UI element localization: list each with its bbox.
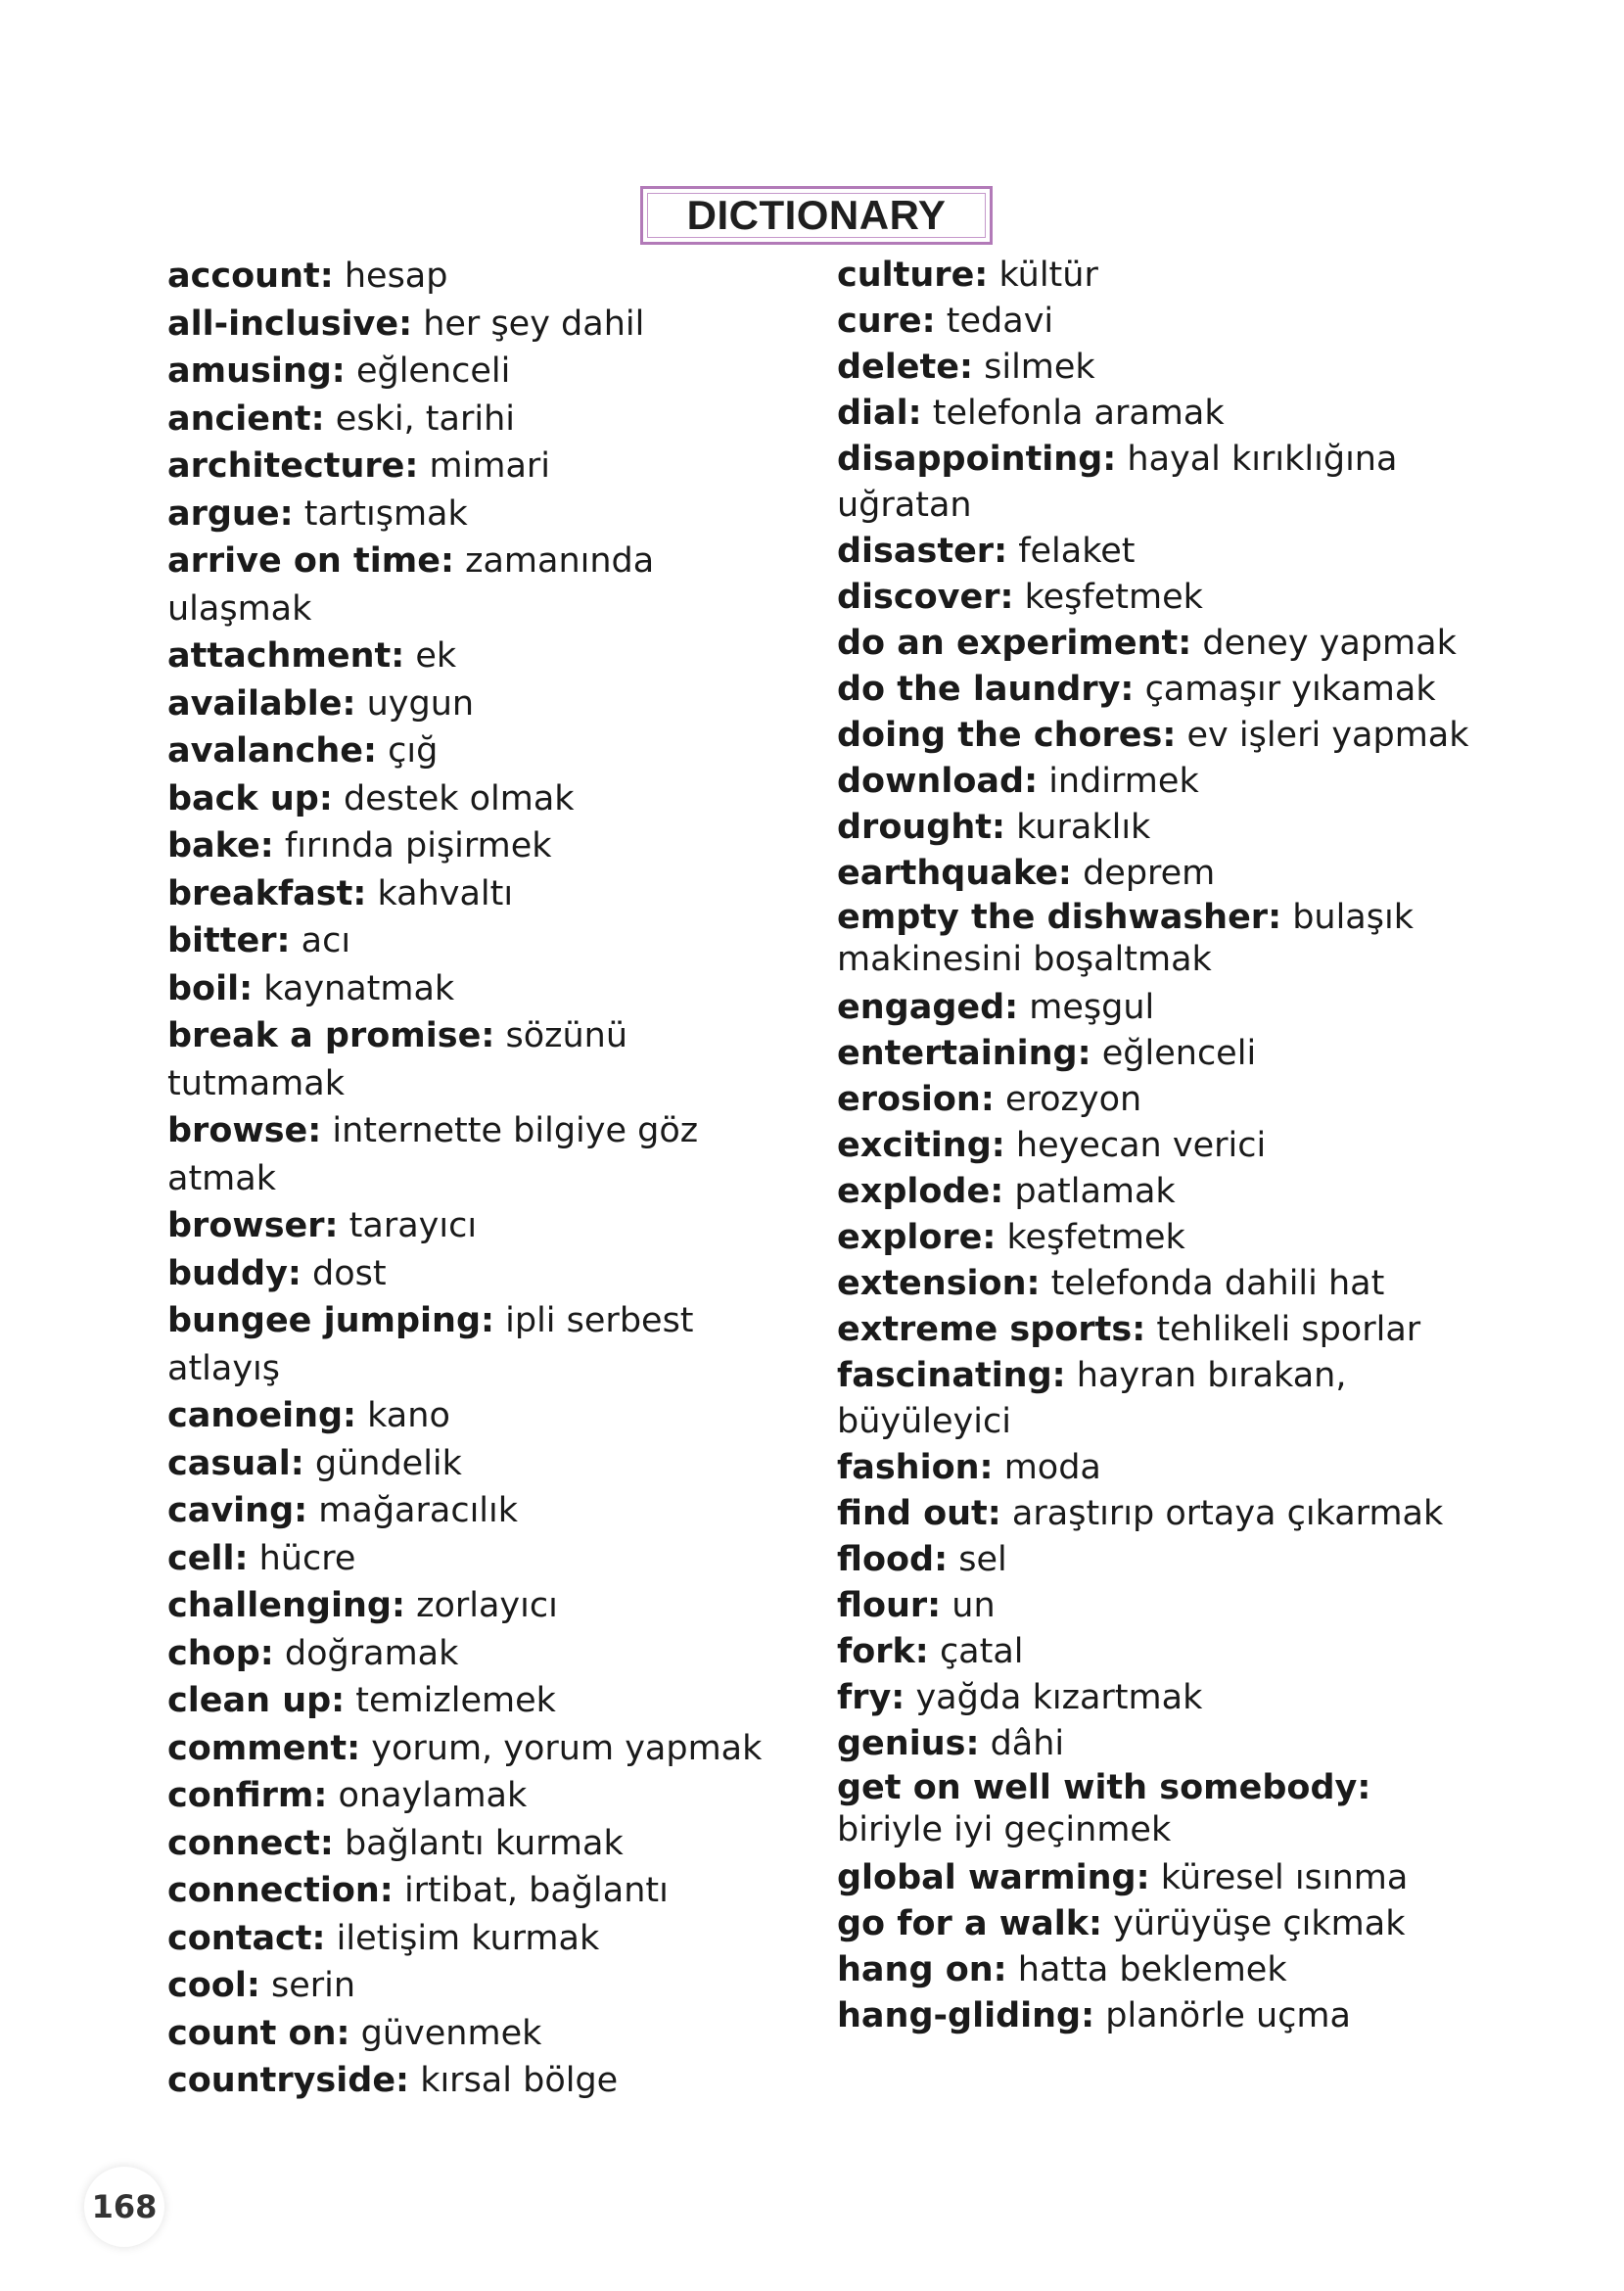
entry-term: extreme sports: bbox=[837, 1310, 1146, 1349]
entry-term: delete: bbox=[837, 348, 973, 387]
dictionary-entry bbox=[167, 1535, 804, 1583]
entry-term: global warming: bbox=[837, 1858, 1150, 1897]
entry-term: flour: bbox=[837, 1586, 942, 1625]
entry-definition: fırında pişirmek bbox=[273, 826, 552, 865]
entry-term: find out: bbox=[837, 1494, 1001, 1533]
dictionary-entry bbox=[167, 965, 804, 1013]
entry-term: canoeing: bbox=[167, 1396, 357, 1435]
dictionary-entry bbox=[167, 822, 804, 870]
entry-term: fashion: bbox=[837, 1448, 994, 1487]
entry-definition: çatal bbox=[928, 1632, 1024, 1671]
dictionary-title-inner bbox=[647, 193, 986, 238]
entry-definition: tarayıcı bbox=[338, 1206, 478, 1245]
dictionary-entry bbox=[167, 1725, 804, 1773]
entry-term: comment: bbox=[167, 1728, 361, 1768]
dictionary-entry bbox=[837, 345, 1483, 391]
entry-definition: mimari bbox=[418, 446, 551, 486]
entry-definition: hayal kırıklığına uğratan bbox=[837, 440, 1398, 525]
entry-definition: ek bbox=[404, 636, 457, 676]
entry-definition: deney yapmak bbox=[1191, 624, 1457, 663]
dictionary-entry bbox=[837, 985, 1483, 1031]
entry-definition: sözünü tutmamak bbox=[167, 1016, 628, 1103]
entry-definition: eğlenceli bbox=[1090, 1034, 1257, 1073]
dictionary-entry bbox=[167, 1297, 804, 1392]
dictionary-entry bbox=[167, 870, 804, 918]
entry-definition: tedavi bbox=[935, 302, 1054, 341]
left-column bbox=[167, 253, 804, 2105]
dictionary-entry bbox=[837, 1031, 1483, 1077]
entry-term: download: bbox=[837, 762, 1039, 801]
entry-definition: meşgul bbox=[1018, 988, 1155, 1027]
dictionary-entry bbox=[837, 1629, 1483, 1675]
page-number: 168 bbox=[91, 2188, 158, 2225]
page-title: DICTIONARY bbox=[686, 192, 947, 238]
entry-term: culture: bbox=[837, 256, 989, 295]
entry-term: cool: bbox=[167, 1966, 260, 2005]
dictionary-entry bbox=[837, 1215, 1483, 1261]
entry-term: erosion: bbox=[837, 1080, 995, 1119]
dictionary-entry bbox=[837, 391, 1483, 437]
dictionary-entry bbox=[167, 1630, 804, 1678]
dictionary-entry bbox=[837, 805, 1483, 851]
entry-term: hang on: bbox=[837, 1950, 1007, 1989]
entry-definition: uygun bbox=[355, 683, 475, 724]
entry-definition: telefonda dahili hat bbox=[1040, 1264, 1385, 1303]
entry-definition: küresel ısınma bbox=[1149, 1858, 1409, 1897]
entry-term: breakfast: bbox=[167, 873, 367, 913]
entry-definition: serin bbox=[259, 1966, 356, 2005]
entry-definition: hesap bbox=[333, 257, 448, 296]
entry-term: countryside: bbox=[167, 2061, 410, 2100]
entry-definition: telefonla aramak bbox=[921, 394, 1225, 433]
dictionary-entry bbox=[837, 1491, 1483, 1537]
entry-definition: eğlenceli bbox=[345, 351, 511, 391]
entry-term: go for a walk: bbox=[837, 1904, 1103, 1943]
entry-definition: zamanında ulaşmak bbox=[167, 541, 655, 629]
entry-term: attachment: bbox=[167, 636, 405, 676]
entry-term: account: bbox=[167, 257, 334, 296]
entry-definition: planörle uçma bbox=[1094, 1996, 1351, 2035]
dictionary-entry bbox=[167, 443, 804, 491]
dictionary-entry bbox=[837, 897, 1483, 981]
dictionary-entry bbox=[837, 759, 1483, 805]
entry-term: chop: bbox=[167, 1633, 274, 1673]
dictionary-entry bbox=[837, 1537, 1483, 1583]
entry-definition: indirmek bbox=[1038, 762, 1199, 801]
entry-definition: çamaşır yıkamak bbox=[1134, 670, 1436, 709]
entry-definition: kahvaltı bbox=[366, 873, 514, 913]
entry-definition: destek olmak bbox=[332, 778, 575, 818]
entry-definition: deprem bbox=[1071, 854, 1216, 893]
dictionary-entry bbox=[837, 1077, 1483, 1123]
entry-term: dial: bbox=[837, 394, 922, 433]
entry-term: hang-gliding: bbox=[837, 1996, 1095, 2035]
entry-definition: bulaşık makinesini boşaltmak bbox=[837, 898, 1414, 979]
entry-definition: tehlikeli sporlar bbox=[1145, 1310, 1421, 1349]
entry-definition: moda bbox=[993, 1448, 1101, 1487]
entry-term: disaster: bbox=[837, 532, 1008, 571]
entry-term: connection: bbox=[167, 1871, 394, 1910]
entry-definition: onaylamak bbox=[327, 1776, 528, 1815]
dictionary-entry bbox=[837, 1947, 1483, 1993]
entry-definition: yürüyüşe çıkmak bbox=[1102, 1904, 1406, 1943]
dictionary-entry bbox=[837, 1675, 1483, 1721]
dictionary-entry bbox=[167, 1440, 804, 1488]
entry-term: exciting: bbox=[837, 1126, 1005, 1165]
entry-definition: keşfetmek bbox=[1013, 578, 1203, 617]
entry-term: fry: bbox=[837, 1678, 905, 1717]
entry-term: all-inclusive: bbox=[167, 304, 413, 344]
dictionary-entry bbox=[837, 1993, 1483, 2039]
entry-term: count on: bbox=[167, 2013, 350, 2053]
dictionary-entry bbox=[837, 1855, 1483, 1901]
entry-definition: güvenmek bbox=[349, 2013, 542, 2053]
dictionary-entry bbox=[167, 2010, 804, 2058]
entry-term: disappointing: bbox=[837, 440, 1117, 479]
entry-term: do an experiment: bbox=[837, 624, 1192, 663]
entry-term: break a promise: bbox=[167, 1016, 495, 1055]
dictionary-entry bbox=[837, 253, 1483, 299]
entry-term: engaged: bbox=[837, 988, 1019, 1027]
entry-definition: irtibat, bağlantı bbox=[393, 1871, 669, 1910]
dictionary-entry bbox=[837, 1353, 1483, 1445]
entry-definition: dâhi bbox=[979, 1724, 1065, 1763]
dictionary-entry bbox=[837, 1445, 1483, 1491]
entry-term: get on well with somebody: bbox=[837, 1768, 1371, 1807]
dictionary-entry bbox=[837, 1261, 1483, 1307]
entry-definition: kültür bbox=[988, 256, 1098, 295]
entry-term: arrive on time: bbox=[167, 541, 454, 581]
dictionary-entry bbox=[167, 680, 804, 728]
dictionary-entry bbox=[167, 1772, 804, 1820]
entry-term: boil: bbox=[167, 968, 254, 1008]
entry-term: back up: bbox=[167, 778, 333, 818]
entry-definition: patlamak bbox=[1003, 1172, 1176, 1211]
dictionary-entry bbox=[837, 1901, 1483, 1947]
entry-term: genius: bbox=[837, 1724, 980, 1763]
dictionary-entry bbox=[167, 1012, 804, 1107]
entry-term: connect: bbox=[167, 1823, 334, 1863]
dictionary-entry bbox=[837, 1169, 1483, 1215]
entry-definition: heyecan verici bbox=[1004, 1126, 1267, 1165]
entry-term: drought: bbox=[837, 808, 1005, 847]
entry-term: entertaining: bbox=[837, 1034, 1091, 1073]
entry-definition: hayran bırakan, büyüleyici bbox=[837, 1356, 1347, 1441]
dictionary-entry bbox=[837, 1307, 1483, 1353]
entry-term: bitter: bbox=[167, 921, 291, 960]
dictionary-entry bbox=[167, 538, 804, 632]
entry-definition: iletişim kurmak bbox=[325, 1918, 600, 1958]
entry-term: explode: bbox=[837, 1172, 1004, 1211]
dictionary-entry bbox=[167, 253, 804, 301]
entry-term: fork: bbox=[837, 1632, 929, 1671]
entry-definition: çığ bbox=[376, 731, 439, 771]
dictionary-entry bbox=[167, 396, 804, 444]
entry-term: cure: bbox=[837, 302, 936, 341]
dictionary-entry bbox=[167, 775, 804, 823]
entry-definition: gündelik bbox=[303, 1443, 462, 1483]
dictionary-entry bbox=[167, 632, 804, 680]
entry-term: do the laundry: bbox=[837, 670, 1135, 709]
entry-term: argue: bbox=[167, 493, 294, 534]
dictionary-entry bbox=[837, 1721, 1483, 1767]
dictionary-entry bbox=[837, 529, 1483, 575]
entry-definition: un bbox=[941, 1586, 996, 1625]
dictionary-entry bbox=[167, 348, 804, 396]
dictionary-entry bbox=[167, 1915, 804, 1963]
entry-definition: her şey dahil bbox=[412, 304, 645, 344]
entry-definition: sel bbox=[948, 1540, 1007, 1579]
dictionary-entry bbox=[837, 575, 1483, 621]
entry-term: confirm: bbox=[167, 1776, 328, 1815]
entry-definition: felaket bbox=[1007, 532, 1136, 571]
dictionary-entry bbox=[167, 727, 804, 775]
dictionary-entry bbox=[167, 491, 804, 538]
entry-definition: yorum, yorum yapmak bbox=[360, 1728, 763, 1768]
entry-definition: dost bbox=[301, 1253, 387, 1293]
entry-term: doing the chores: bbox=[837, 716, 1177, 755]
entry-term: caving: bbox=[167, 1491, 308, 1530]
entry-term: discover: bbox=[837, 578, 1014, 617]
entry-term: buddy: bbox=[167, 1253, 302, 1293]
entry-definition: biriyle iyi geçinmek bbox=[837, 1810, 1172, 1849]
entry-term: fascinating: bbox=[837, 1356, 1066, 1395]
dictionary-entry bbox=[167, 1582, 804, 1630]
dictionary-entry bbox=[167, 1487, 804, 1535]
entry-term: clean up: bbox=[167, 1681, 346, 1720]
dictionary-entry bbox=[167, 1677, 804, 1725]
entry-term: contact: bbox=[167, 1918, 326, 1958]
entry-definition: acı bbox=[290, 921, 351, 960]
entry-definition: kano bbox=[356, 1396, 450, 1435]
dictionary-entry bbox=[167, 1962, 804, 2010]
dictionary-entry bbox=[167, 1392, 804, 1440]
entry-definition: internette bilgiye göz atmak bbox=[167, 1111, 699, 1198]
entry-term: explore: bbox=[837, 1218, 997, 1257]
entry-definition: eski, tarihi bbox=[324, 398, 516, 439]
entry-definition: kırsal bölge bbox=[409, 2061, 619, 2100]
entry-definition: araştırıp ortaya çıkarmak bbox=[1000, 1494, 1444, 1533]
dictionary-entry bbox=[837, 851, 1483, 897]
entry-term: available: bbox=[167, 683, 356, 724]
entry-term: ancient: bbox=[167, 398, 325, 439]
dictionary-entry bbox=[167, 1867, 804, 1915]
dictionary-entry bbox=[837, 667, 1483, 713]
dictionary-entry bbox=[837, 299, 1483, 345]
entry-term: browser: bbox=[167, 1206, 339, 1245]
entry-term: bungee jumping: bbox=[167, 1301, 495, 1340]
dictionary-entry bbox=[837, 1767, 1483, 1851]
dictionary-entry bbox=[167, 1250, 804, 1298]
right-column bbox=[837, 253, 1483, 2039]
entry-definition: kaynatmak bbox=[253, 968, 455, 1008]
entry-definition: erozyon bbox=[994, 1080, 1142, 1119]
entry-term: empty the dishwasher: bbox=[837, 898, 1282, 937]
dictionary-entry bbox=[837, 621, 1483, 667]
entry-definition: tartışmak bbox=[293, 493, 468, 534]
dictionary-entry bbox=[837, 1123, 1483, 1169]
dictionary-entry bbox=[167, 1202, 804, 1250]
entry-definition: ev işleri yapmak bbox=[1176, 716, 1469, 755]
entry-term: cell: bbox=[167, 1538, 249, 1578]
dictionary-title-box bbox=[640, 186, 993, 245]
entry-term: bake: bbox=[167, 826, 274, 865]
dictionary-entry bbox=[167, 301, 804, 349]
entry-definition: kuraklık bbox=[1004, 808, 1151, 847]
entry-definition: keşfetmek bbox=[996, 1218, 1185, 1257]
dictionary-entry bbox=[167, 1107, 804, 1202]
page-number-badge bbox=[84, 2167, 164, 2247]
entry-term: amusing: bbox=[167, 351, 346, 391]
entry-definition: silmek bbox=[973, 348, 1095, 387]
dictionary-entry bbox=[837, 1583, 1483, 1629]
entry-term: extension: bbox=[837, 1264, 1041, 1303]
entry-definition: yağda kızartmak bbox=[905, 1678, 1203, 1717]
dictionary-entry bbox=[167, 917, 804, 965]
dictionary-entry bbox=[167, 2057, 804, 2105]
entry-term: browse: bbox=[167, 1111, 322, 1150]
entry-term: flood: bbox=[837, 1540, 949, 1579]
entry-definition: zorlayıcı bbox=[404, 1586, 558, 1625]
entry-term: earthquake: bbox=[837, 854, 1072, 893]
dictionary-entry bbox=[837, 437, 1483, 529]
dictionary-entry bbox=[837, 713, 1483, 759]
entry-definition: ipli serbest atlayış bbox=[167, 1301, 694, 1388]
entry-definition: hücre bbox=[248, 1538, 356, 1578]
entry-term: challenging: bbox=[167, 1586, 405, 1625]
entry-definition: mağaracılık bbox=[307, 1491, 519, 1530]
entry-definition: bağlantı kurmak bbox=[333, 1823, 624, 1863]
entry-term: casual: bbox=[167, 1443, 304, 1483]
entry-definition: hatta beklemek bbox=[1006, 1950, 1287, 1989]
entry-term: architecture: bbox=[167, 446, 419, 486]
entry-term: avalanche: bbox=[167, 731, 377, 771]
dictionary-entry bbox=[167, 1820, 804, 1868]
entry-definition: temizlemek bbox=[345, 1681, 556, 1720]
entry-definition: doğramak bbox=[273, 1633, 459, 1673]
